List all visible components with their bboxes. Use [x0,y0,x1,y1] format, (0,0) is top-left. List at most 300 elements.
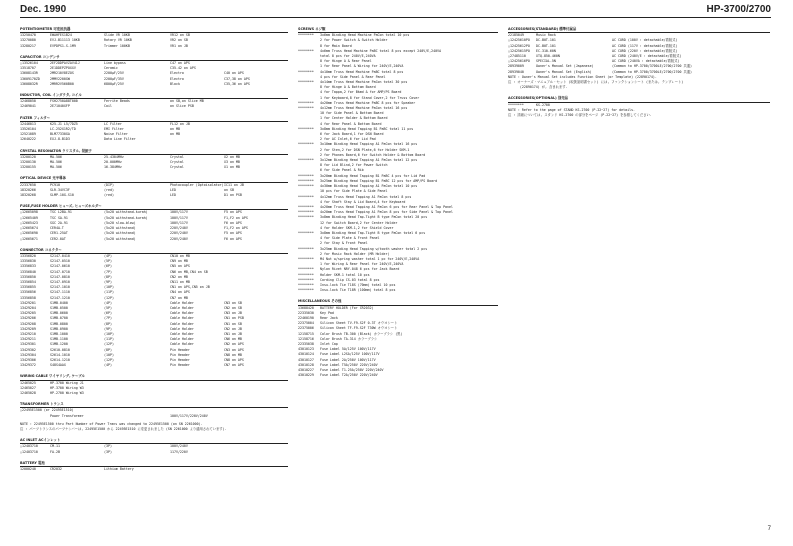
part-cell: 3x12mm Binding Head Tapping A1 PaCon total 12 pcs [320,158,418,163]
part-cell: Cording Clip CS-03 total 8 pcs [320,277,380,282]
part-cell: △12665409 [20,215,38,220]
part-cell: 13356858 [20,295,36,300]
part-cell: 10 pcs for Side Plate & Side Panel [320,189,388,194]
part-cell: (5x20 withstand-kurah) [104,210,148,215]
part-cell: 12465027 [20,385,36,390]
part-cell: CM-11 [50,444,60,449]
part-cell: 3x10mm Binding Head Tapping A1 PaCon total 16 pcs [320,142,418,147]
part-cell: 16.384MHz [104,165,122,170]
part-cell [224,104,288,109]
part-cell: 13356830 [20,259,36,264]
part-cell: CN3 on APS [224,347,244,352]
part-cell: Data Line Filter [104,137,136,142]
part-cell: 3x8mm Binding Head Tap-Tight B type PaCon total 20 pcs [320,215,428,220]
parts-section [20,374,288,399]
part-cell: Insu-lock Tie T18R (100mm) total 8 pcs [320,288,396,293]
part-cell: CN2 on APS [224,342,244,347]
part-cell: Rear Jack [320,315,338,320]
part-cell: 13200130 [20,160,36,165]
part-cell: 4x20mm Truss Head Machine PaBC 8 pcs for Speaker [320,100,416,105]
part-cell: 2E1DDEPZPOXXV [50,66,76,71]
part-cell: △12425616PO [508,59,530,64]
part-cell: (4P) [104,363,112,368]
part-row [20,467,288,472]
part-row [20,237,288,242]
section-title: CRYSTAL RESONATOR クリスタル, 発振子 [20,149,288,155]
part-cell: CN2 on JB [224,326,242,331]
part-cell: CN5 on APS [170,264,190,269]
part-cell: on MB [170,127,180,132]
part-cell: ******** [298,80,314,85]
part-cell: 3x8mm Binding Head Tap-Tight B type PaCon total 6 pcs [320,230,426,235]
part-cell: 4 for Side Plate & Front Panel [320,236,380,241]
part-cell: XTQ-850-460N [536,54,560,59]
part-cell: AC CORD (240V/E : detachable/着脱式) [612,54,682,59]
part-cell: 2E71040XFP [50,104,70,109]
section-title: OPTICAL DEVICE 光半導体 [20,176,288,182]
part-cell: (6P) [104,311,112,316]
part-cell: 13429210 [20,331,36,336]
part-cell: ******** [298,33,314,38]
part-cell: LC Filter [104,121,122,126]
part-cell: ******** [298,210,314,215]
part-cell: S2610-0810 [50,347,70,352]
part-cell: 8 for Hinge A & Bottom Board [320,85,376,90]
part-cell: CN7 on MB [170,295,188,300]
part-cell: 13429301 [20,342,36,347]
part-cell: S1MB-0400 [50,300,68,305]
part-cell: 8 for Main Board [320,43,352,48]
part-cell: 22335038 [298,341,314,346]
part-cell: 12465025 [20,380,36,385]
part-cell: △12425610PO [508,38,530,43]
part-row [20,82,288,87]
part-cell: 13608143R [20,71,38,76]
part-cell: (4P) [104,253,112,258]
part-cell: CER4A-T [50,226,64,231]
part-cell: AC CORD (240VA : detachable/着脱式) [612,59,680,64]
part-cell: F6 on APS [224,220,242,225]
part-cell [20,414,50,419]
part-cell: ******** [298,204,314,209]
part-row [20,450,288,455]
part-cell: CN1 on JB [224,331,242,336]
parts-section [20,204,288,244]
part-cell: (red) [104,187,114,192]
part-cell: 220V/240V [170,236,188,241]
part-cell: Noise Filter [104,132,128,137]
part-cell: 22375004 [298,321,314,326]
parts-section [20,402,288,422]
part-cell: 220V/240V [170,226,188,231]
section-note: NOTE : 22495E1500 thru Part Number of Power Trans was changed to 22495E1500 (on SN 2261000). 注 : パーツトランスのパーツナンバーは, 22495E1500 から 22495E1510 に変更されました (SN 2261000 より適用されています). [20,421,227,431]
part-cell: (12P) [104,295,114,300]
parts-column-left [20,24,288,475]
part-cell: S1MB-1100 [50,337,68,342]
part-cell: 13429211 [20,337,36,342]
part-cell: (5x20 slow-blow) [104,220,136,225]
part-cell: S1MB-0600 [50,311,68,316]
part-cell: ******** [298,173,314,178]
part-cell: ******** [298,282,314,287]
part-cell: 12521089 [20,132,36,137]
part-cell: 13356833 [20,264,36,269]
part-cell [170,137,224,142]
part-cell: S2147-1210 [50,295,70,300]
part-cell: 13429304 [20,352,36,357]
part-cell: 13356856 [20,290,36,295]
part-cell: △27485110 [508,54,526,59]
part-cell: 4 for Tappa,2 for Bkmd & for AMP/PS Board [320,90,402,95]
part-cell: 43010227 [298,368,314,372]
page-number: 7 [767,526,771,532]
part-cell: (9P) [104,326,112,331]
part-cell: S48S4AAX [50,363,66,368]
section-title: ACCESSORIES(STANDARD) 標準付属品 [508,27,770,33]
part-cell: CN7 on APS [224,363,244,368]
part-cell: Electro [170,71,184,76]
part-cell: 2 for Sten,2 for DSN Plate,6 for Holder SKM-1 [320,147,410,152]
part-cell: CN3 on SB [224,300,242,305]
parts-section [20,55,288,90]
part-cell: 13429372 [20,363,36,368]
part-cell: 28939009 [508,64,524,69]
parts-column-right [508,24,770,121]
part-cell: (4P) [104,300,112,305]
part-cell: 4 for Rear Panel & Bottom Board [320,121,382,126]
part-cell: AC CORD (117V : detachable/着脱式) [612,43,678,48]
part-cell: MA-506 [50,160,62,165]
header-rule [20,17,771,18]
part-cell: AC CORD (220V : detachable/着脱式) [612,48,678,53]
part-cell: Pin Header [170,357,190,362]
part-cell: Color Brush TA-314 カラーブラシ [320,336,378,341]
part-cell: 25.4304MHz [104,154,124,159]
part-cell: LED [170,187,176,192]
part-cell: 13608032R [20,81,38,86]
part-cell: on Slice PSB [170,104,194,109]
part-cell: 12 for Switch Board,2 for Center Holder [320,220,398,225]
part-cell: EXJ-8-B1D3 [50,137,70,142]
part-cell: Fuse Label 2A/250V 100V/117V [320,357,376,362]
part-cell: 13356854 [20,279,36,284]
part-cell: F5 on APS [224,210,242,215]
section-title: AC INLET ACインレット [20,438,288,444]
part-cell: total 8 pcs for 240V/E,240VA [320,54,376,59]
part-cell: 18320266 [20,187,36,192]
part-cell: 13356840 [20,269,36,274]
part-cell: (6P) [104,264,112,269]
part-cell: 12158715 [298,331,314,336]
parts-section [20,248,288,372]
part-cell: ******** [298,230,314,235]
part-cell: C40 on APS [224,71,244,76]
part-cell: 6800μF/25V [104,81,124,86]
part-cell: TSC L2BA-91 [50,210,72,215]
part-cell: 13356850 [20,274,36,279]
part-cell: 3x6mm Binding Head Machine PaCon total 10 pcs [320,33,410,38]
part-cell: 13518707 [20,66,36,71]
part-cell: Cable Holder [170,321,194,326]
part-cell: 13429201 [20,300,36,305]
part-cell: 43010124 [298,352,314,357]
part-cell: 10 for Side Panel & Bottom Board [320,111,384,116]
part-cell: (11P) [104,337,114,342]
part-cell: 4x20mm Truss Head Tapping A1 PaCon 6 pcs for Rear Panel & Top Panel [320,204,453,209]
part-cell: FA-2B [50,449,60,454]
part-cell [224,467,288,472]
part-cell: Electro [170,76,184,81]
part-cell: (Common to HP-3700/3700LE/2700/2700 共通) [612,69,693,74]
part-cell: (5x20 withstand) [104,236,136,241]
part-cell: SPECIAL-5N [536,59,556,64]
part-cell: Lithium Battery [104,467,134,472]
part-cell: CN6 on MB,CN4 on SB [170,269,208,274]
part-row [20,391,288,396]
part-cell: ******** [298,178,314,183]
part-cell: F1,F2 on APS [224,226,248,231]
part-cell: 4 for Holder SKM-1,2 for Shield Cover [320,225,394,230]
part-cell: MA-506 [50,165,62,170]
part-cell: ******** [298,267,314,272]
part-cell: 3x25mm Binding Head Tapping w/tooth washer total 2 pcs [320,246,428,251]
part-cell: 100V/117V [170,210,188,215]
parts-section [20,93,288,113]
part-cell: 3x8mm Binding Head Tapping B1 PaBC total 11 pcs [320,126,414,131]
part-cell: Power Transformer [50,413,84,418]
part-cell: (12P) [104,342,114,347]
part-cell: △12425612PO [508,43,530,48]
part-cell: ******** [298,256,314,261]
part-cell: 3x20mm Binding Head Tapping B1 PaBC 4 pcs for Lid Pad [320,173,426,178]
part-cell: S2147-0610 [50,264,70,269]
section-title: INDUCTOR, COIL インダクタ, コイル [20,93,288,99]
part-cell: 4x6mm Truss Head Machine PaBC total 8 pcs except 240V/E,240VA [320,48,442,53]
section-title: FILTER フィルター [20,116,288,122]
part-row [20,165,288,170]
part-cell: 13429206 [20,316,36,321]
part-row [20,104,288,109]
part-cell: S2147-0410 [50,253,70,258]
part-cell: Key Pad [320,310,334,315]
part-cell: X1 on MB [224,165,240,170]
part-cell: DC-B0T-101 [536,43,556,48]
section-title: SCREWS ネジ類 [298,27,498,33]
parts-section [298,27,498,296]
part-cell: △22495E1500 (or 22495E1510) [20,408,74,413]
part-cell: (10P) [104,285,114,290]
part-cell: K25-J1 L5/7DZ5 [50,121,78,126]
part-cell: (8P) [104,347,112,352]
part-cell: 4 pcs for Side Panel & Rear Panel [320,74,386,79]
part-cell: (DIP) [104,182,114,187]
part-cell: △12403710 [20,449,38,454]
part-cell: S1MB-1000 [50,331,68,336]
part-row [298,288,498,293]
part-cell: CN4 on APS [170,290,190,295]
part-cell: 8 for Lid Blind,2 for Power Switch [320,163,388,168]
part-cell: (8P) [104,274,112,279]
part-cell: Coil [104,104,112,109]
part-cell: CN6 on MB [224,337,242,342]
part-cell: Nylon Rivet NRY-048 6 pcs for Jack Board [320,267,400,272]
part-cell: D1 on PSB [224,193,242,198]
part-cell: 13200155 [20,165,36,170]
part-cell: on SB [224,187,234,192]
part-cell: Silicon Sheet TF-F9-S2F T30W オウヨシート [320,326,398,331]
part-cell: M4 Nut w/spring washer total 1 pc for 240V/E,240VA [320,256,420,261]
part-cell: 6 for Side Panel & Rib [320,168,364,173]
part-cell: 13429302 [20,347,36,352]
part-cell: S2147-1110 [50,290,70,295]
part-cell: (5P) [104,259,112,264]
part-cell: △12665098 [20,210,38,215]
part-cell: X2 on MB [224,154,240,159]
part-cell: S1MB-1200 [50,342,68,347]
part-cell: 13356855 [20,285,36,290]
part-row [20,137,288,142]
part-cell [224,44,288,49]
part-cell: Trimmer 100KB [104,43,130,48]
part-cell: LED [170,193,176,198]
part-cell: ******** [298,246,314,251]
part-cell: EWAHFES1B24 [50,33,72,38]
part-cell: KS-2700 [536,102,550,107]
part-cell: Slide VR 10KB [104,33,130,38]
parts-section [20,27,288,52]
part-cell: HP-3700 Wiring W3 [50,385,84,390]
part-cell: Fuse Label T2A/250V 220V/240V [320,373,378,378]
part-cell: 13250470 [20,33,36,38]
part-row [20,363,288,368]
part-cell: HP-2700 Wiring W3 [50,390,84,395]
part-cell [224,137,288,142]
part-cell [170,467,224,472]
part-cell: Crystal [170,165,184,170]
part-cell: 1 for Rear Panel & Wiring for 240V/E,240VA [320,64,404,69]
part-cell: ******** [298,272,314,277]
part-cell: C37,38 on APS [224,76,250,81]
part-cell: 22337650 [20,182,36,187]
part-cell: (8P) [104,321,112,326]
part-cell: (5x20 withstand) [104,226,136,231]
part-cell: △12665674 [20,226,38,231]
part-cell: △12665690 [20,231,38,236]
part-cell [224,391,288,396]
part-cell: Pin Header [170,363,190,368]
part-cell: F1,F2 on APS [224,215,248,220]
part-cell: AC CORD (100V : detachable/着脱式) [612,38,678,43]
part-cell: F6 on APS [224,236,242,241]
part-cell: CN8 on APS [224,357,244,362]
part-cell: 28939040 [508,69,524,74]
part-cell: (5P) [104,305,112,310]
section-title: ACCESSORIES(OPTIONAL) 別売品 [508,96,770,102]
part-cell: CER1.25AT [50,231,68,236]
part-cell: 3x25mm Binding Head Tapping B1 PaBC 12 pcs for AMP/PS Board [320,178,438,183]
part-cell: 4x10mm Truss Head Machine PaBC total 8 pcs [320,69,404,74]
part-cell [224,450,288,455]
part-cell: EVPDPS1-S-1M9 [50,43,76,48]
part-cell: (10P) [104,352,114,357]
part-cell: 2200μF/35V [104,76,124,81]
section-title: CONNECTOR コネクター [20,248,288,254]
part-cell: F5 on APS [224,231,242,236]
part-row [20,414,288,419]
part-cell: on SB,on Slice MB [170,99,204,104]
part-cell: Rotary VR 10KB [104,38,132,43]
part-cell: 13280217 [20,43,36,48]
part-cell: S2147-0710 [50,269,70,274]
part-cell: MA-506 [50,154,62,159]
part-cell: Fuse Label T5A/250V 220V/240V [320,362,378,367]
part-cell: SLMP-10G-S10 [50,193,74,198]
part-cell: 1 for Keyboard,8 for Stand Cover,2 for Truss Cover [320,95,420,100]
part-cell: 22375006 [298,326,314,331]
part-cell: C35,36 on APS [224,81,250,86]
section-note: NOTE : Owner's Manual Set includes Function Sheet (or Template) (22890174). 注 : オーナーズ・マニュアル・セット (取扱説明書セット) には, ファンクションシート (または, テンプレート) (22890174) が, 含まれます. [508,74,684,90]
part-cell: Fuse Label 5A/125V 100V/117V [320,347,376,352]
part-cell: 43010128 [298,362,314,367]
part-cell: S2147-1010 [50,285,70,290]
part-cell: HP-3700 Wiring J1 [50,380,84,385]
part-cell: 2200μF/25V [104,71,124,76]
part-cell: 12465028 [20,390,36,395]
part-cell: 100V/117V [170,215,188,220]
part-cell: 220V/240V [170,231,188,236]
part-cell: (3P) [104,449,112,454]
part-cell: on MB [170,132,180,137]
section-title: MISCELLANEOUS その他 [298,299,498,305]
part-cell: ******** [298,69,314,74]
parts-section [20,438,288,458]
part-cell: (3P) [104,444,112,449]
part-cell [224,414,288,419]
part-cell: IC11 on JB [224,182,244,187]
part-cell: S1MB-0500 [50,305,68,310]
part-cell: ******** [298,184,314,189]
part-cell: Holder SKM-1 total 10 pcs [320,272,370,277]
part-cell: ******** [298,100,314,105]
part-cell: ******** [298,215,314,220]
part-cell: 100V/117V/220V/240V [170,413,208,418]
part-cell: Cable Holder [170,311,194,316]
part-cell: 2 for Phones Board,6 for Switch Holder & Bottom Board [320,152,426,157]
part-cell: CN11 on MB [170,279,190,284]
part-cell: VR2 on SB [170,38,188,43]
part-cell: PC910 [50,182,60,187]
part-cell: EMI Filter [104,127,124,132]
part-cell: 12640222 [20,137,36,142]
part-cell: 4x14mm Truss Head Machine PaCon total 30 pcs [320,80,408,85]
part-cell: 22460190 [298,315,314,320]
part-cell: ******** [298,142,314,147]
part-cell: 2 for Stay & Front Panel [320,241,368,246]
part-cell: 4x12mm Truss Head Machine PaCon total 16 pcs [320,106,408,111]
part-cell [104,391,170,396]
part-cell: S2147-0910 [50,279,70,284]
part-cell: SGC 2A-91 [50,220,68,225]
part-cell: 2 for Power Switch & Switch Holder [320,38,388,43]
part-cell: 13270080 [20,38,36,43]
part-cell: 12468050 [20,99,36,104]
part-cell: 13429306 [20,357,36,362]
part-cell: 2 for AC Inlet,6 for Lid Pad [320,137,376,142]
part-cell: 13200120 [20,154,36,159]
part-cell: Cable Holder [170,337,194,342]
part-cell: 6 for Jack Board,1 for DSN Board [320,132,384,137]
part-cell: CN9 on MB [170,259,188,264]
